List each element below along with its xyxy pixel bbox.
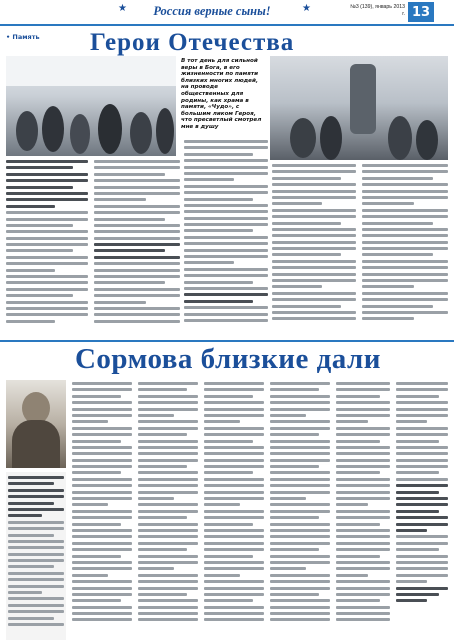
article-body-column	[362, 164, 448, 338]
article-body-column	[270, 382, 330, 640]
article-body-column	[336, 382, 390, 640]
article-body-column	[94, 160, 180, 338]
article-body-column	[396, 382, 448, 640]
photo-portrait	[6, 380, 66, 468]
article-body-column	[272, 164, 356, 338]
article-body-column	[184, 140, 268, 338]
page-number: 13	[408, 2, 434, 22]
sidebar-note	[6, 472, 66, 640]
section-kicker: • Память	[6, 33, 40, 41]
photo-caption	[6, 160, 88, 338]
star-icon: ★	[118, 3, 127, 14]
article-body-column	[138, 382, 198, 640]
article-body-column	[72, 382, 132, 640]
issue-line: №3 (139), январь 2013 г.	[350, 4, 405, 17]
article-title-heroes: Герои Отечества	[90, 29, 295, 56]
article-title-sormovo: Сормова близкие дали	[74, 343, 382, 375]
star-icon: ★	[302, 3, 311, 14]
masthead: Россия верные сыны!	[153, 4, 271, 18]
photo-ceremony	[6, 56, 176, 156]
photo-monument	[270, 56, 448, 160]
article-body-column	[204, 382, 264, 640]
article-lead: В тот день для сильной веры в Бога, в его жизненности по памяти близких многих людей, на проводе общественных для родины, как храма в памяти, «Чудо», с большим ликом Героя, что пресветлый смотрел мне в душу	[181, 58, 262, 130]
